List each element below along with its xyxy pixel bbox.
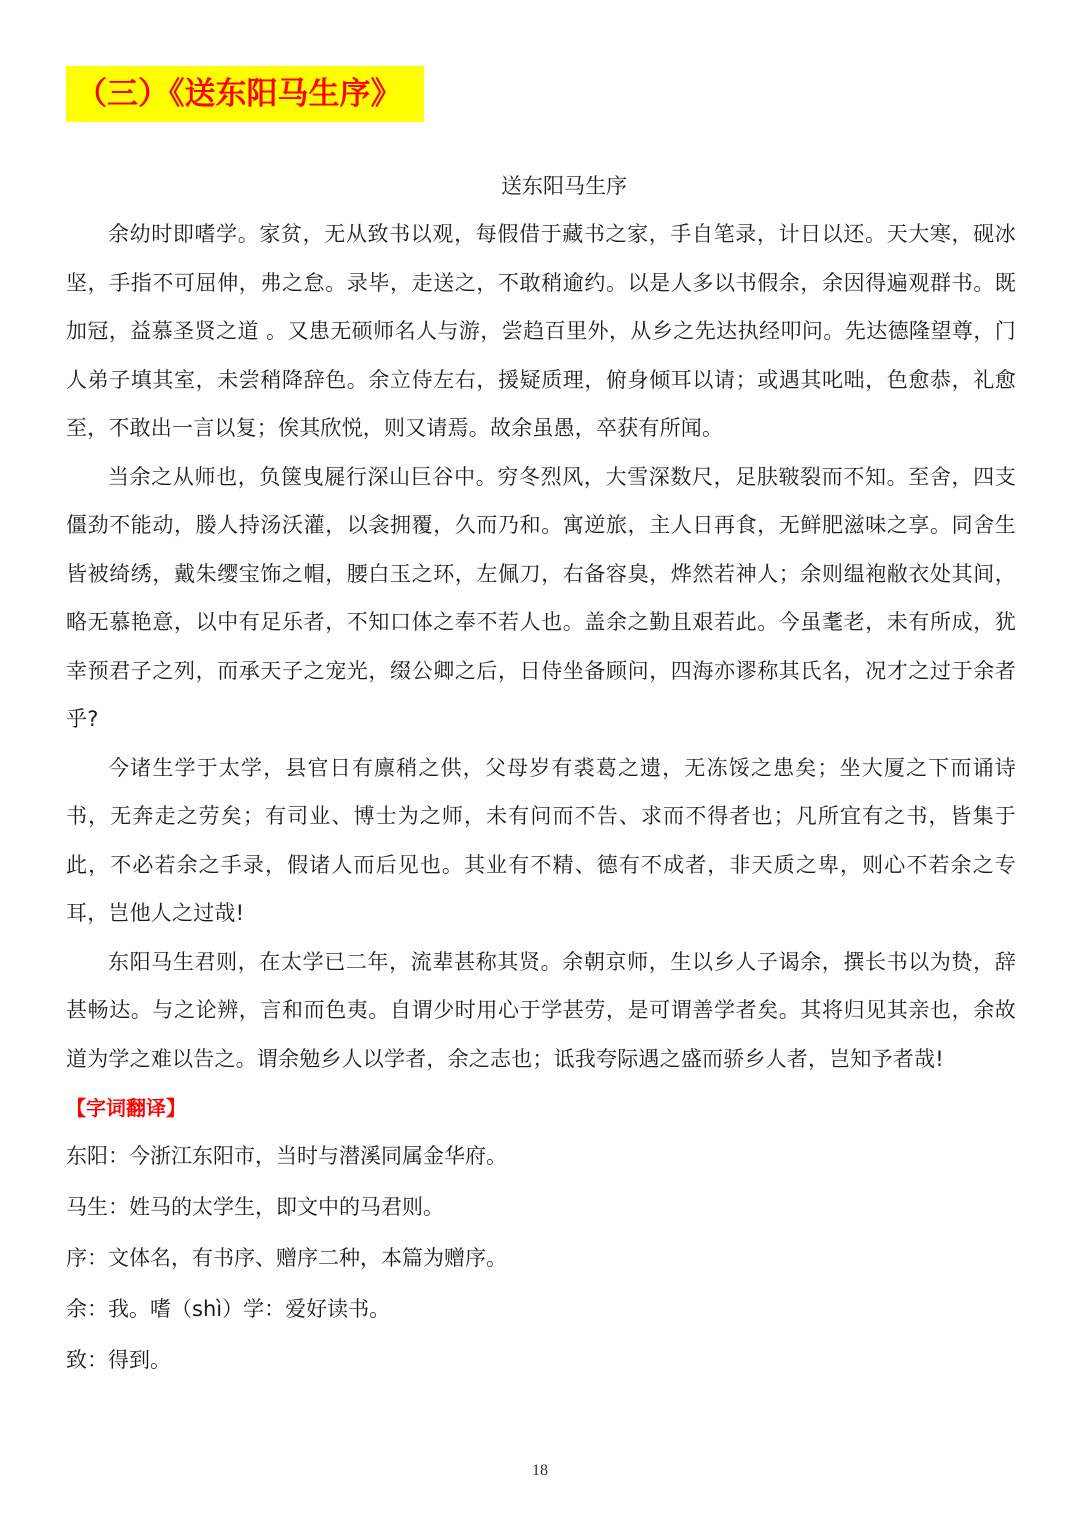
page-number: 18 [532,1462,548,1479]
glossary-item: 马生：姓马的太学生，即文中的马君则。 [66,1195,444,1219]
article-paragraph-1: 余幼时即嗜学。家贫，无从致书以观，每假借于藏书之家，手自笔录，计日以还。天大寒，砚冰坚，手指不可屈伸，弗之怠。录毕，走送之，不敢稍逾约。以是人多以书假余，余因得遍观群书。既加冠，益慕圣贤之道 。又患无硕师名人与游，尝趋百里外，从乡之先达执经叩问。先达德隆望尊，门人弟子填其室，未尝稍降辞色。余立侍左右，援疑质理，俯身倾耳以请；或遇其叱咄，色愈恭，礼愈至，不敢出一言以复；俟其欣悦，则又请焉。故余虽愚，卒获有所闻。 [66,222,1016,440]
article-paragraph-4: 东阳马生君则，在太学已二年，流辈甚称其贤。余朝京师，生以乡人子谒余，撰长书以为贽，辞甚畅达。与之论辨，言和而色夷。自谓少时用心于学甚劳，是可谓善学者矣。其将归见其亲也，余故道为学之难以告之。谓余勉乡人以学者，余之志也；诋我夸际遇之盛而骄乡人者，岂知予者哉! [66,949,1016,1071]
glossary-item: 余：我。嗜（shì）学：爱好读书。 [66,1297,391,1321]
glossary [66,1085,1016,1386]
glossary-item: 东阳：今浙江东阳市，当时与潜溪同属金华府。 [66,1144,507,1168]
article-paragraph-3: 今诸生学于太学，县官日有廪稍之供，父母岁有裘葛之遗，无冻馁之患矣；坐大厦之下而诵诗书，无奔走之劳矣；有司业、博士为之师，未有问而不告、求而不得者也；凡所宜有之书，皆集于此，不必若余之手录，假诸人而后见也。其业有不精、德有不成者，非天质之卑，则心不若余之专耳，岂他人之过哉! [66,755,1016,925]
glossary-item: 序：文体名，有书序、赠序二种，本篇为赠序。 [66,1246,507,1270]
article-paragraph-2: 当余之从师也，负箧曳屣行深山巨谷中。穷冬烈风，大雪深数尺，足肤皲裂而不知。至舍，四支僵劲不能动，媵人持汤沃灌，以衾拥覆，久而乃和。寓逆旅，主人日再食，无鲜肥滋味之享。同舍生皆被绮绣，戴朱缨宝饰之帽，腰白玉之环，左佩刀，右备容臭，烨然若神人；余则缊袍敝衣处其间，略无慕艳意，以中有足乐者，不知口体之奉不若人也。盖余之勤且艰若此。今虽耄老，未有所成，犹幸预君子之列，而承天子之宠光，缀公卿之后，日侍坐备顾问，四海亦谬称其氏名，况才之过于余者乎? [66,464,1016,731]
glossary-header: 【字词翻译】 [66,1096,186,1120]
article-title: 送东阳马生序 [501,174,627,198]
glossary-item: 致：得到。 [66,1348,171,1372]
article [66,164,1016,1083]
section-heading: （三）《送东阳马生序》 [66,66,424,122]
